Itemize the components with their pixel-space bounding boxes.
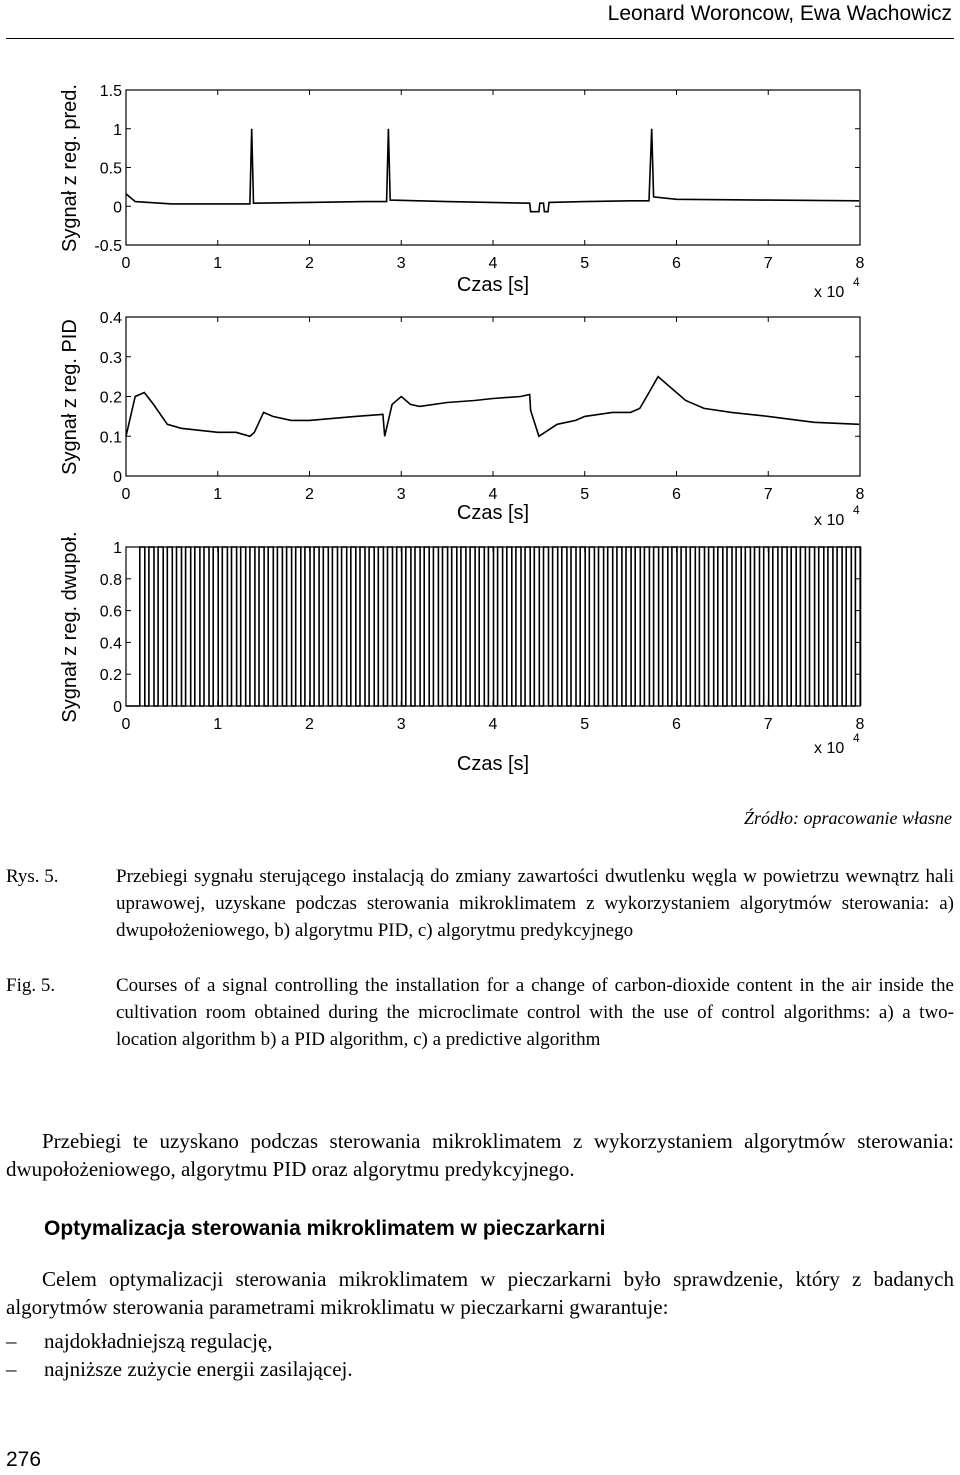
y-tick-label: 0.3 bbox=[99, 349, 122, 367]
x-tick-label: 5 bbox=[580, 716, 590, 733]
y-tick-label: 0.4 bbox=[99, 310, 122, 327]
x-tick-label: 5 bbox=[580, 486, 590, 503]
list-item bbox=[6, 1327, 954, 1355]
section-heading: Optymalizacja sterowania mikroklimatem w pieczarkarni bbox=[44, 1217, 606, 1240]
x-tick-label: 3 bbox=[396, 255, 406, 272]
chart-panel bbox=[59, 531, 865, 775]
x-tick-label: 3 bbox=[396, 486, 406, 503]
caption-text-pl: Przebiegi sygnału sterującego instalacją do zmiany zawartości dwutlenku węgla w powietrzu wewnątrz hali uprawowej, uzyskane podczas sterowania mikroklimatem z wykorzystaniem algorytmów sterowania: a) dwupołożeniowego, b) algorytmu PID, c) algorytmu predykcyjnego bbox=[116, 866, 954, 941]
ylabel-pred: Sygnał z reg. pred. bbox=[59, 84, 81, 252]
series-line bbox=[126, 129, 859, 212]
list-item-text: najniższe zużycie energii zasilającej. bbox=[44, 1357, 353, 1381]
series-line bbox=[126, 377, 859, 437]
y-tick-label: 1.5 bbox=[99, 83, 122, 100]
y-tick-label: 0.2 bbox=[99, 667, 122, 685]
chart-panel bbox=[59, 310, 865, 529]
y-tick-label: 0 bbox=[113, 199, 122, 217]
y-tick-label: 0.5 bbox=[99, 160, 122, 178]
y-tick-label: 0.4 bbox=[99, 635, 122, 653]
figure-source: Źródło: opracowanie własne bbox=[743, 808, 952, 828]
x-tick-label: 8 bbox=[855, 486, 865, 503]
x-tick-label: 8 bbox=[855, 716, 865, 733]
x-axis-label: Czas [s] bbox=[456, 753, 530, 775]
caption-text-en: Courses of a signal controlling the installation for a change of carbon-dioxide content in the air inside the cultivation room obtained during the microclimate control with the use of control algorithms: a) a two-location algorithm b) a PID algorithm, c) a predictive algorithm bbox=[116, 975, 954, 1050]
list-item bbox=[6, 1355, 954, 1383]
x-exponent-label: 4 bbox=[853, 503, 860, 517]
x-tick-label: 6 bbox=[672, 486, 681, 503]
x-tick-label: 2 bbox=[305, 255, 314, 272]
x-tick-label: 0 bbox=[121, 486, 131, 503]
ylabel-dwupol: Sygnał z reg. dwupoł. bbox=[59, 531, 81, 723]
x-multiplier-label: x 10 bbox=[814, 740, 845, 757]
page-number: 276 bbox=[6, 1448, 42, 1471]
x-tick-label: 1 bbox=[213, 255, 223, 272]
plot-frame bbox=[126, 317, 860, 476]
x-tick-label: 4 bbox=[488, 486, 498, 503]
header-authors: Leonard Woroncow, Ewa Wachowicz bbox=[607, 2, 952, 25]
list-dash: – bbox=[6, 1357, 17, 1381]
x-tick-label: 2 bbox=[305, 716, 314, 733]
y-tick-label: 0.8 bbox=[99, 571, 122, 589]
chart-panel bbox=[59, 83, 865, 301]
x-tick-label: 0 bbox=[121, 716, 131, 733]
x-tick-label: 0 bbox=[121, 255, 131, 272]
paragraph-1-text: Przebiegi te uzyskano podczas sterowania mikroklimatem z wykorzystaniem algorytmów sterowania: dwupołożeniowego, algorytmu PID oraz algorytmu predykcyjnego. bbox=[6, 1129, 954, 1181]
x-tick-label: 6 bbox=[672, 255, 681, 272]
y-tick-label: -0.5 bbox=[94, 238, 122, 255]
series-pulses bbox=[126, 547, 861, 706]
x-exponent-label: 4 bbox=[853, 275, 860, 289]
x-tick-label: 3 bbox=[396, 716, 406, 733]
caption-label-pl: Rys. 5. bbox=[6, 866, 59, 887]
x-exponent-label: 4 bbox=[853, 731, 860, 745]
y-tick-label: 1 bbox=[113, 121, 122, 139]
y-tick-label: 0 bbox=[113, 469, 122, 486]
y-tick-label: 1 bbox=[113, 540, 122, 557]
x-tick-label: 2 bbox=[305, 486, 314, 503]
x-tick-label: 4 bbox=[488, 716, 498, 733]
x-multiplier-label: x 10 bbox=[814, 512, 845, 529]
x-tick-label: 8 bbox=[855, 255, 865, 272]
plot-frame bbox=[126, 90, 860, 245]
x-tick-label: 7 bbox=[763, 716, 773, 733]
list-item-text: najdokładniejszą regulację, bbox=[44, 1329, 273, 1353]
x-tick-label: 1 bbox=[213, 716, 223, 733]
y-tick-label: 0.2 bbox=[99, 389, 122, 407]
y-tick-label: 0.1 bbox=[99, 429, 122, 447]
caption-label-en: Fig. 5. bbox=[6, 975, 56, 996]
x-tick-label: 1 bbox=[213, 486, 223, 503]
y-tick-label: 0.6 bbox=[99, 603, 122, 621]
x-tick-label: 5 bbox=[580, 255, 590, 272]
x-multiplier-label: x 10 bbox=[814, 284, 845, 301]
x-tick-label: 7 bbox=[763, 255, 773, 272]
list-dash: – bbox=[6, 1329, 17, 1353]
y-tick-label: 0 bbox=[113, 699, 122, 716]
x-tick-label: 6 bbox=[672, 716, 681, 733]
x-tick-label: 7 bbox=[763, 486, 773, 503]
x-tick-label: 4 bbox=[488, 255, 498, 272]
x-axis-label: Czas [s] bbox=[456, 274, 530, 296]
paragraph-2-text: Celem optymalizacji sterowania mikroklimatem w pieczarkarni było sprawdzenie, który z badanych algorytmów sterowania parametrami mikroklimatu w pieczarkarni gwarantuje: bbox=[6, 1267, 954, 1319]
ylabel-pid: Sygnał z reg. PID bbox=[59, 319, 81, 475]
paragraph-1 bbox=[6, 1127, 954, 1183]
paragraph-2 bbox=[6, 1265, 954, 1321]
x-axis-label: Czas [s] bbox=[456, 502, 530, 524]
